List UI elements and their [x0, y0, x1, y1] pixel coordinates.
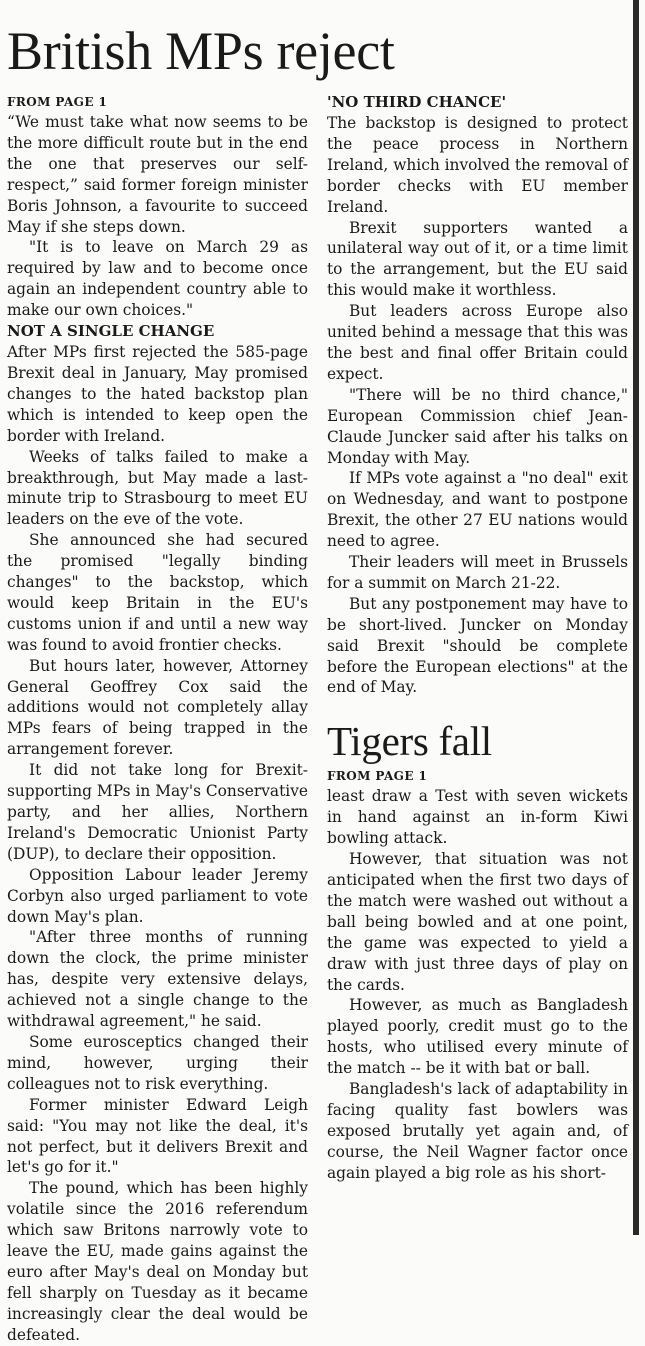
- paragraph: But hours later, however, Attorney General Geoffrey Cox said the additions would not completely allay MPs fears of being trapped in the arrangement forever.: [7, 656, 308, 759]
- paragraph: "It is to leave on March 29 as required by law and to become once again an independent country able to make our own choices.": [7, 238, 308, 320]
- paragraph: “We must take what now seems to be the more difficult route but in the end the one that preserves our self-respect,” said former foreign minister Boris Johnson, a favourite to succeed May if she steps down.: [7, 113, 308, 236]
- paragraph: Opposition Labour leader Jeremy Corbyn also urged parliament to vote down May's plan.: [7, 865, 308, 926]
- paragraph: Brexit supporters wanted a unilateral way out of it, or a time limit to the arrangement, but the EU said this would make it worthless.: [327, 218, 628, 300]
- dateline: FROM PAGE 1: [327, 769, 428, 784]
- dateline: FROM PAGE 1: [7, 95, 108, 109]
- paragraph: She announced she had secured the promised "legally binding changes" to the backstop, which would keep Britain in the EU's customs union if and until a new way was found to avoid frontier checks.: [7, 531, 308, 654]
- article-column-right: [327, 92, 628, 1184]
- paragraph: After MPs first rejected the 585-page Brexit deal in January, May promised changes to the hated backstop plan which is intended to keep open the border with Ireland.: [7, 343, 308, 445]
- paragraph: It did not take long for Brexit-supporting MPs in May's Conservative party, and her allies, Northern Ireland's Democratic Unionist Party (DUP), to declare their opposition.: [7, 761, 308, 863]
- paragraph: Bangladesh's lack of adaptability in facing quality fast bowlers was exposed brutally yet again and, of course, the Neil Wagner factor once again played a big role as his short-: [327, 1080, 628, 1182]
- paragraph: However, that situation was not anticipated when the first two days of the match were washed out without a ball being bowled and at one point, the game was expected to yield a draw with just three days of play on the cards.: [327, 850, 628, 994]
- headline-tigers-fall: Tigers fall: [327, 718, 492, 765]
- paragraph: "There will be no third chance," European Commission chief Jean-Claude Juncker said after his talks on Monday with May.: [327, 385, 628, 467]
- paragraph: However, as much as Bangladesh played poorly, credit must go to the hosts, who utilised every minute of the match -- be it with bat or ball.: [327, 996, 628, 1078]
- paragraph: But leaders across Europe also united behind a message that this was the best and final offer Britain could expect.: [327, 302, 628, 383]
- paragraph: The backstop is designed to protect the peace process in Northern Ireland, which involved the removal of border checks with EU member Ireland.: [327, 114, 628, 216]
- page-edge-rule: [633, 0, 639, 1235]
- paragraph: Former minister Edward Leigh said: "You may not like the deal, it's not perfect, but it delivers Brexit and let's go for it.": [7, 1095, 308, 1177]
- article-column-left: [7, 92, 308, 1346]
- paragraph: If MPs vote against a "no deal" exit on Wednesday, and want to postpone Brexit, the other 27 EU nations would need to agree.: [327, 469, 628, 551]
- paragraph: least draw a Test with seven wickets in hand against an in-form Kiwi bowling attack.: [327, 787, 628, 848]
- subhead-not-a-single-change: NOT A SINGLE CHANGE: [7, 322, 215, 341]
- paragraph: Their leaders will meet in Brussels for a summit on March 21-22.: [327, 553, 628, 592]
- headline-british-mps: British MPs reject: [7, 21, 395, 81]
- paragraph: The pound, which has been highly volatile since the 2016 referendum which saw Britons narrowly vote to leave the EU, made gains against the euro after May's deal on Monday but fell sharply on Tuesday as it became increasingly clear the deal would be defeated.: [7, 1179, 308, 1344]
- paragraph: But any postponement may have to be short-lived. Juncker on Monday said Brexit "should be complete before the European elections" at the end of May.: [327, 594, 628, 697]
- subhead-no-third-chance: 'NO THIRD CHANCE': [327, 93, 507, 111]
- paragraph: Weeks of talks failed to make a breakthrough, but May made a last-minute trip to Strasbourg to meet EU leaders on the eve of the vote.: [7, 447, 308, 529]
- paragraph: "After three months of running down the clock, the prime minister has, despite very extensive delays, achieved not a single change to the withdrawal agreement," he said.: [7, 928, 308, 1031]
- paragraph: Some eurosceptics changed their mind, however, urging their colleagues not to risk everything.: [7, 1032, 308, 1093]
